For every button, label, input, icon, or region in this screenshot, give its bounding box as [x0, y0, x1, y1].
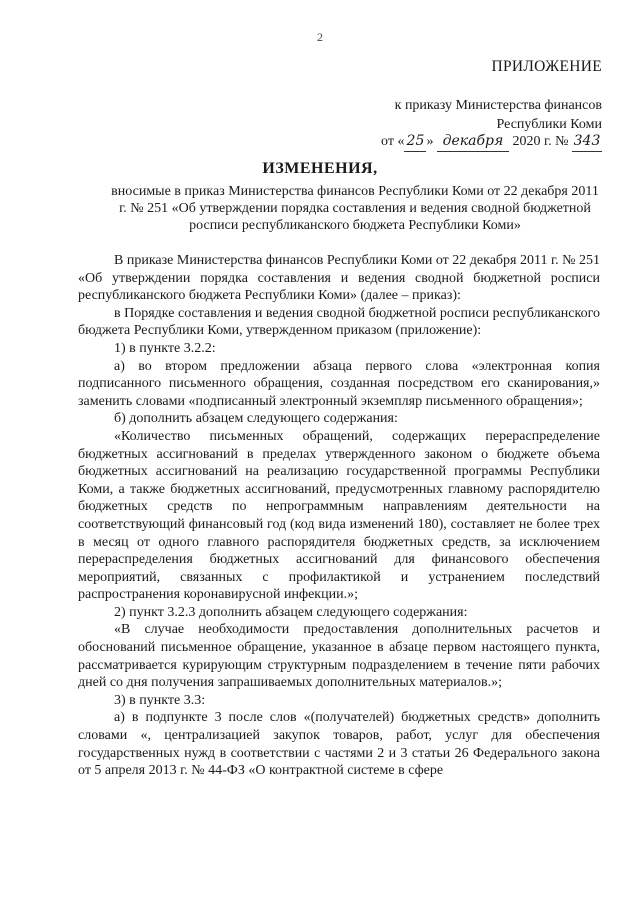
- appendix-ref-line2: Республики Коми: [496, 117, 602, 132]
- paragraph: 1) в пункте 3.2.2:: [114, 340, 216, 356]
- handwritten-day: 25: [404, 132, 426, 152]
- paragraph: а) в подпункте 3 после слов «(получателей) бюджетных средств» дополнить словами «, централизацией закупок товаров, работ, услуг для обеспечения государственных нужд в соответствии с частями 2 и 3 статьи 26 Федерального закона от 5 апреля 2013 г. № 44-ФЗ «О контрактной системе в сфере: [78, 710, 600, 779]
- paragraph: б) дополнить абзацем следующего содержания:: [114, 411, 398, 427]
- paragraph: В приказе Министерства финансов Республики Коми от 22 декабря 2011 г. № 251 «Об утверждении порядка составления и ведения сводной бюджетной росписи республиканского бюджета Республики Коми» (далее – приказ):: [78, 253, 600, 304]
- date-prefix: от «: [381, 134, 405, 149]
- handwritten-month: декабря: [437, 132, 509, 152]
- appendix-ref-line1: к приказу Министерства финансов: [394, 98, 602, 113]
- paragraph: в Порядке составления и ведения сводной бюджетной росписи республиканского бюджета Республики Коми, утвержденном приказом (приложение):: [78, 305, 600, 339]
- paragraph: «В случае необходимости предоставления дополнительных расчетов и обоснований письменное обращение, указанное в абзаце первом настоящего пункта, рассматривается курирующим структурным подразделением в течение пяти рабочих дней со дня получения запрашиваемых дополнительных материалов.»;: [78, 622, 600, 691]
- date-mid: »: [426, 134, 434, 149]
- paragraph: «Количество письменных обращений, содержащих перераспределение бюджетных ассигнований в пределах утвержденного законом о бюджете объема бюджетных ассигнований на реализацию государственной программы Республики Коми, а также бюджетных ассигнований, предусмотренных главному распорядителю бюджетных средств по непрограммным направлениям деятельности на соответствующий финансовый год (код вида изменений 180), составляет не более трех в месяц от одного главного распорядителя бюджетных средств, за исключением перераспределения бюджетных ассигнований для финансового обеспечения мероприятий, связанных с профилактикой и устранением последствий распространения коронавирусной инфекции.»;: [78, 428, 600, 603]
- document-subheading: вносимые в приказ Министерства финансов Республики Коми от 22 декабря 2011 г. № 251 «Об утверждении порядка составления и ведения сводной бюджетной росписи республиканского бюджета Республики Коми»: [111, 184, 599, 233]
- document-heading: ИЗМЕНЕНИЯ,: [262, 160, 378, 177]
- appendix-date-line: [381, 132, 602, 152]
- paragraph: 2) пункт 3.2.3 дополнить абзацем следующего содержания:: [114, 604, 468, 620]
- document-body: [78, 252, 600, 780]
- handwritten-number: 343: [572, 132, 602, 152]
- appendix-title: ПРИЛОЖЕНИЕ: [491, 58, 602, 75]
- paragraph: а) во втором предложении абзаца первого слова «электронная копия подписанного письменного обращения, созданная посредством его сканирования,» заменить словами «подписанный электронный экземпляр письменного обращения»;: [78, 358, 600, 409]
- year-suffix: 2020 г. №: [512, 134, 569, 149]
- paragraph: 3) в пункте 3.3:: [114, 692, 206, 708]
- page-number: 2: [317, 30, 323, 44]
